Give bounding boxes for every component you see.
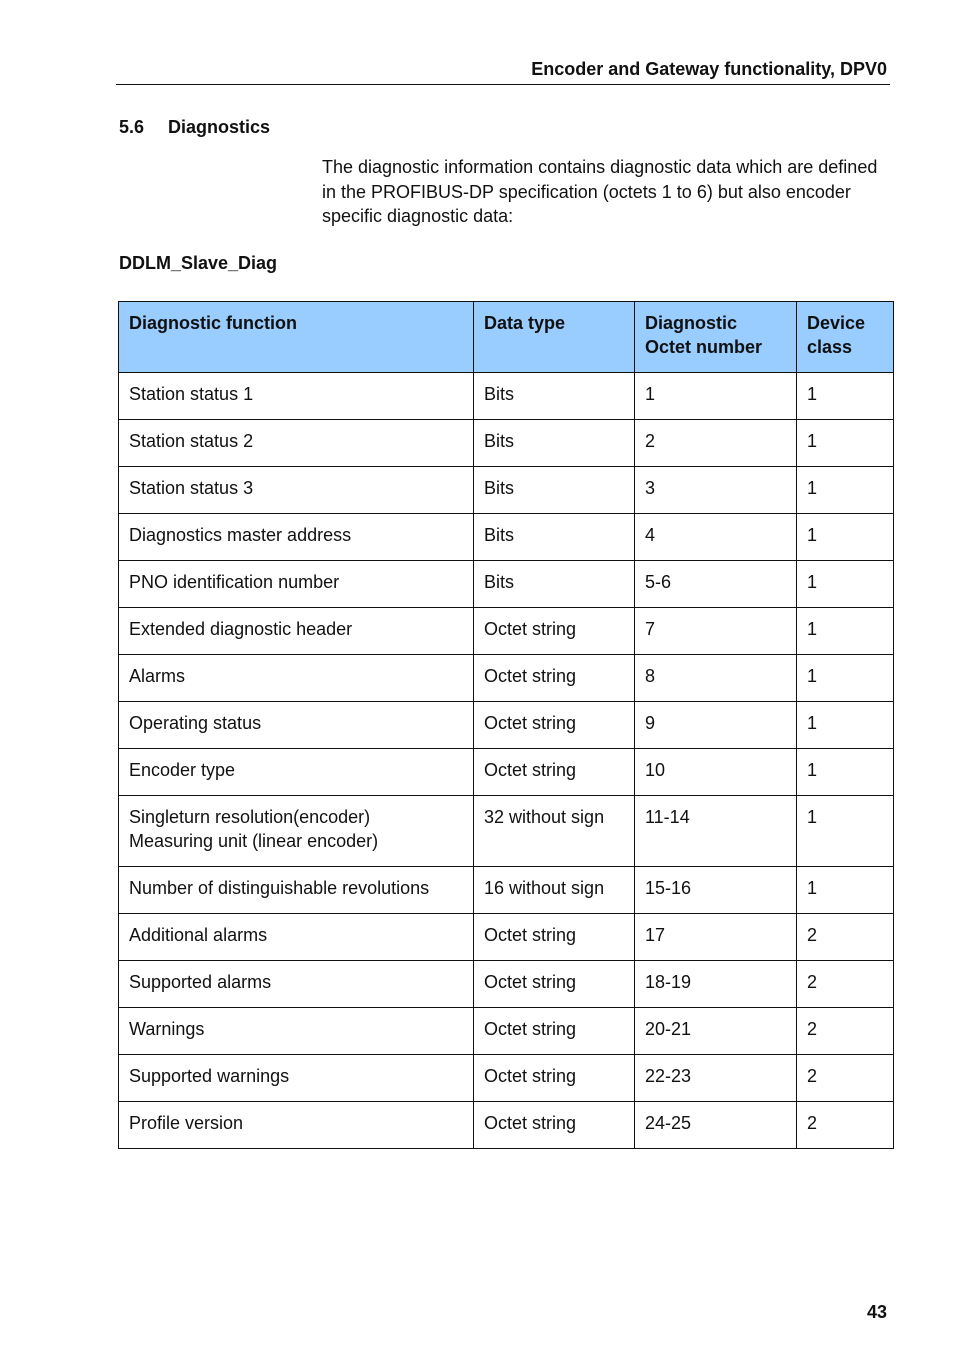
section-heading [119, 116, 270, 138]
cell-data-type [474, 655, 635, 702]
cell-text: Diagnostic [645, 313, 738, 333]
cell-text: 1 [807, 525, 818, 545]
cell-text: 1 [807, 807, 818, 827]
cell-text: Station status 2 [129, 431, 254, 451]
cell-text: 7 [645, 619, 656, 639]
cell-text: 1 [807, 572, 818, 592]
table-row [119, 608, 894, 655]
cell-diagnostic-function [119, 749, 474, 796]
cell-device-class [797, 1055, 894, 1102]
cell-text: 1 [807, 431, 818, 451]
cell-diagnostic-function [119, 702, 474, 749]
table-row [119, 867, 894, 914]
cell-device-class [797, 914, 894, 961]
cell-device-class [797, 561, 894, 608]
cell-device-class [797, 1102, 894, 1149]
cell-text: 1 [807, 666, 818, 686]
section-number: 5.6 [119, 117, 145, 137]
cell-text: 22-23 [645, 1066, 692, 1086]
cell-text: Measuring unit (linear encoder) [129, 831, 379, 851]
cell-text: 10 [645, 760, 666, 780]
table-title: DDLM_Slave_Diag [119, 253, 278, 273]
cell-text: Station status 3 [129, 478, 254, 498]
cell-text: 1 [807, 384, 818, 404]
cell-text: 32 without sign [484, 807, 605, 827]
cell-data-type [474, 796, 635, 867]
cell-octet-number [635, 608, 797, 655]
cell-text: Profile version [129, 1113, 244, 1133]
cell-data-type [474, 1102, 635, 1149]
cell-text: 24-25 [645, 1113, 692, 1133]
cell-data-type [474, 914, 635, 961]
cell-octet-number [635, 1008, 797, 1055]
cell-text: Bits [484, 572, 515, 592]
section-title: Diagnostics [168, 117, 271, 137]
cell-diagnostic-function [119, 796, 474, 867]
cell-text: 2 [807, 1113, 818, 1133]
cell-data-type [474, 373, 635, 420]
cell-text: Octet string [484, 760, 577, 780]
cell-diagnostic-function [119, 373, 474, 420]
cell-octet-number [635, 420, 797, 467]
cell-text: Additional alarms [129, 925, 268, 945]
cell-device-class [797, 514, 894, 561]
cell-text: Bits [484, 525, 515, 545]
cell-text: class [807, 337, 853, 357]
cell-text: Data type [484, 313, 566, 333]
table-header-row [119, 302, 894, 373]
cell-text: Octet string [484, 972, 577, 992]
table-row [119, 796, 894, 867]
column-header-octet-number [635, 302, 797, 373]
cell-text: Octet string [484, 925, 577, 945]
cell-octet-number [635, 514, 797, 561]
cell-data-type [474, 749, 635, 796]
cell-octet-number [635, 467, 797, 514]
cell-data-type [474, 1055, 635, 1102]
cell-octet-number [635, 796, 797, 867]
cell-diagnostic-function [119, 561, 474, 608]
table-row [119, 467, 894, 514]
cell-text: Bits [484, 431, 515, 451]
cell-data-type [474, 702, 635, 749]
cell-device-class [797, 655, 894, 702]
cell-text: 5-6 [645, 572, 672, 592]
cell-diagnostic-function [119, 1102, 474, 1149]
table-row [119, 749, 894, 796]
cell-text: 2 [807, 925, 818, 945]
cell-text: Supported alarms [129, 972, 272, 992]
cell-text: 2 [807, 1019, 818, 1039]
cell-octet-number [635, 702, 797, 749]
cell-diagnostic-function [119, 608, 474, 655]
cell-text: 1 [807, 478, 818, 498]
cell-text: Octet string [484, 1019, 577, 1039]
cell-text: Octet number [645, 337, 763, 357]
cell-diagnostic-function [119, 1055, 474, 1102]
cell-octet-number [635, 749, 797, 796]
cell-text: Alarms [129, 666, 186, 686]
table-row [119, 1055, 894, 1102]
cell-text: Warnings [129, 1019, 205, 1039]
cell-text: 2 [807, 972, 818, 992]
cell-text: 17 [645, 925, 666, 945]
table-row [119, 373, 894, 420]
cell-text: 15-16 [645, 878, 692, 898]
cell-data-type [474, 420, 635, 467]
page-number: 43 [866, 1302, 887, 1322]
intro-paragraph: The diagnostic information contains diagnostic data which are defined in the PROFIBUS-DP specification (octets 1 to 6) but also encoder specific diagnostic data: [322, 157, 878, 226]
cell-octet-number [635, 961, 797, 1008]
cell-data-type [474, 561, 635, 608]
cell-text: Device [807, 313, 866, 333]
table-body [119, 373, 894, 1149]
cell-text: Station status 1 [129, 384, 254, 404]
cell-text: Supported warnings [129, 1066, 290, 1086]
cell-text: Operating status [129, 713, 262, 733]
cell-device-class [797, 961, 894, 1008]
cell-diagnostic-function [119, 467, 474, 514]
cell-text: 16 without sign [484, 878, 605, 898]
cell-data-type [474, 514, 635, 561]
cell-octet-number [635, 914, 797, 961]
cell-data-type [474, 467, 635, 514]
cell-text: Extended diagnostic header [129, 619, 353, 639]
table-row [119, 514, 894, 561]
cell-text: Diagnostic function [129, 313, 297, 333]
cell-device-class [797, 796, 894, 867]
cell-octet-number [635, 867, 797, 914]
column-header-data-type [474, 302, 635, 373]
cell-text: 1 [807, 878, 818, 898]
table-row [119, 702, 894, 749]
cell-device-class [797, 608, 894, 655]
cell-text: Number of distinguishable revolutions [129, 878, 430, 898]
cell-text: 18-19 [645, 972, 692, 992]
cell-text: Encoder type [129, 760, 236, 780]
cell-text: 4 [645, 525, 656, 545]
cell-data-type [474, 608, 635, 655]
cell-device-class [797, 420, 894, 467]
cell-device-class [797, 702, 894, 749]
cell-diagnostic-function [119, 914, 474, 961]
table-row [119, 1008, 894, 1055]
table-row [119, 1102, 894, 1149]
cell-text: Diagnostics master address [129, 525, 352, 545]
cell-device-class [797, 749, 894, 796]
cell-text: 8 [645, 666, 656, 686]
cell-octet-number [635, 561, 797, 608]
cell-text: 1 [807, 713, 818, 733]
cell-octet-number [635, 1102, 797, 1149]
diagnostics-table [118, 301, 894, 1149]
table-row [119, 420, 894, 467]
cell-text: Octet string [484, 619, 577, 639]
cell-text: Octet string [484, 713, 577, 733]
table-row [119, 655, 894, 702]
cell-text: 2 [645, 431, 656, 451]
cell-octet-number [635, 655, 797, 702]
cell-device-class [797, 373, 894, 420]
cell-data-type [474, 961, 635, 1008]
cell-text: Bits [484, 478, 515, 498]
cell-text: 2 [807, 1066, 818, 1086]
cell-device-class [797, 467, 894, 514]
cell-text: 1 [645, 384, 656, 404]
cell-octet-number [635, 1055, 797, 1102]
cell-text: 9 [645, 713, 656, 733]
table-row [119, 961, 894, 1008]
cell-diagnostic-function [119, 1008, 474, 1055]
cell-diagnostic-function [119, 655, 474, 702]
cell-text: Octet string [484, 1066, 577, 1086]
column-header-diagnostic-function [119, 302, 474, 373]
cell-text: Octet string [484, 1113, 577, 1133]
table-row [119, 914, 894, 961]
cell-text: 1 [807, 619, 818, 639]
cell-diagnostic-function [119, 867, 474, 914]
cell-data-type [474, 867, 635, 914]
cell-device-class [797, 867, 894, 914]
cell-device-class [797, 1008, 894, 1055]
cell-diagnostic-function [119, 514, 474, 561]
cell-text: Bits [484, 384, 515, 404]
cell-octet-number [635, 373, 797, 420]
cell-text: PNO identification number [129, 572, 340, 592]
table-row [119, 561, 894, 608]
cell-text: 20-21 [645, 1019, 692, 1039]
cell-diagnostic-function [119, 961, 474, 1008]
cell-text: 3 [645, 478, 656, 498]
cell-text: Octet string [484, 666, 577, 686]
cell-text: Singleturn resolution(encoder) [129, 807, 371, 827]
cell-diagnostic-function [119, 420, 474, 467]
running-header: Encoder and Gateway functionality, DPV0 [116, 58, 890, 85]
cell-data-type [474, 1008, 635, 1055]
cell-text: 1 [807, 760, 818, 780]
column-header-device-class [797, 302, 894, 373]
cell-text: 11-14 [645, 807, 690, 827]
